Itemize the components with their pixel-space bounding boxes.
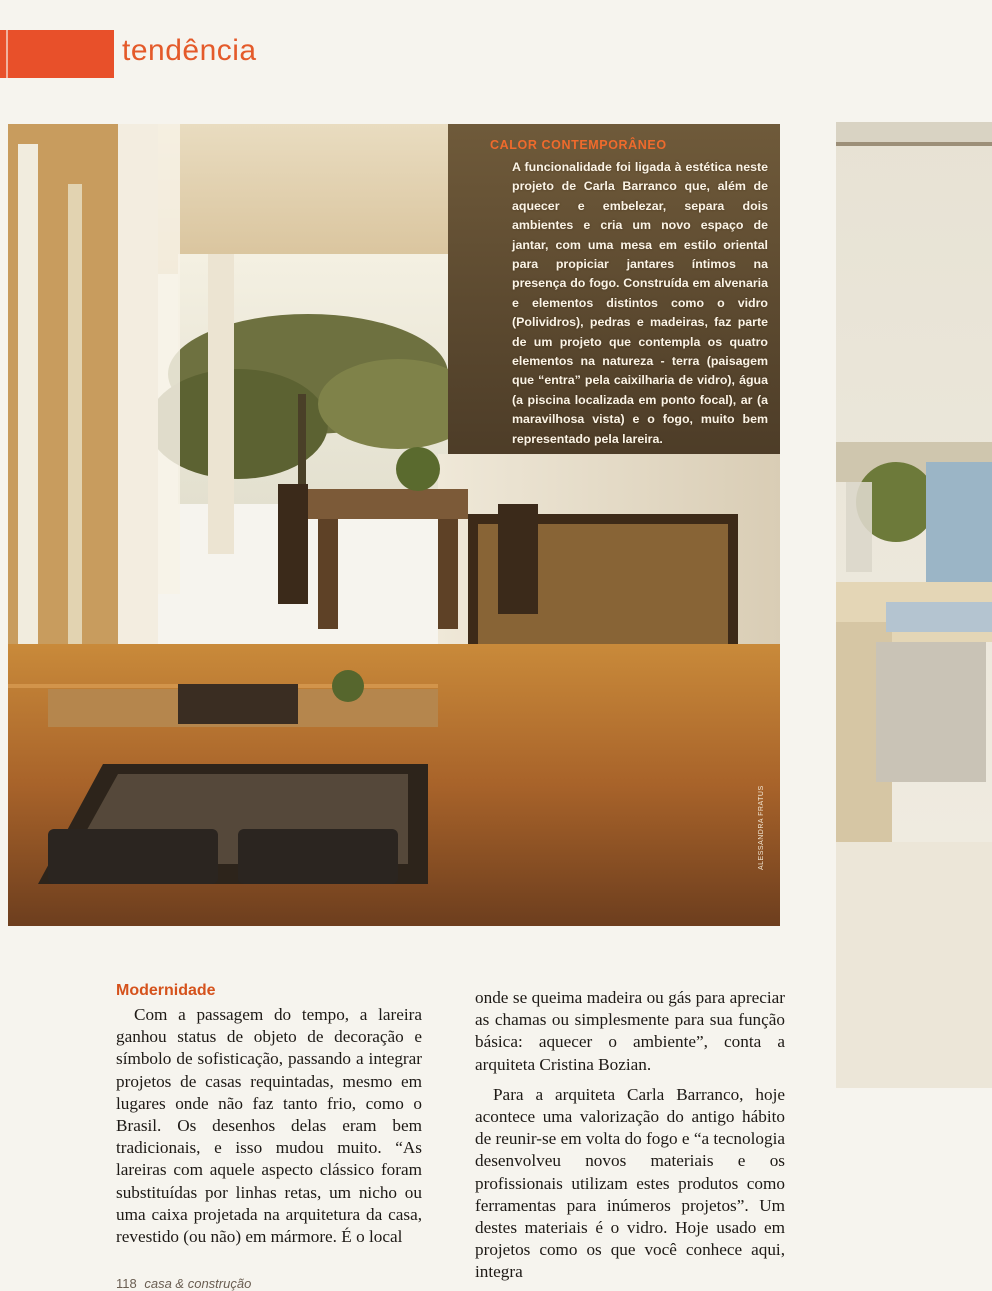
caption-body: A funcionalidade foi ligada à estética neste projeto de Carla Barranco que, além de aquecer e embelezar, separa dois ambientes e cria um novo espaço de jantar, com uma mesa em estilo oriental para propiciar jantares íntimos na presença do fogo. Construída em alvenaria e elementos distintos como o vidro (Polividros), pedras e madeiras, faz parte de um projeto que contempla os quatro elementos na natureza - terra (paisagem que “entra” pela caixilharia de vidro), água (a piscina localizada em ponto focal), ar (a maravilhosa vista) e o fogo, muito bem representado pela lareira. bbox=[512, 160, 768, 446]
section-color-bar bbox=[0, 30, 114, 78]
article-paragraph: onde se queima madeira ou gás para apreciar as chamas ou simplesmente para sua função básica: aquecer o ambiente”, conta a arquiteta Cristina Bozian. bbox=[475, 988, 785, 1074]
article-paragraph: Para a arquiteta Carla Barranco, hoje acontece uma valorização do antigo hábito de reunir-se em volta do fogo e “a tecnologia desenvolveu novos materiais e os profissionais utilizam estes produtos como ferramentas para inúmeros projetos”. Um destes materiais é o vidro. Hoje usado em projetos como os que você conhece aqui, integra bbox=[475, 1084, 785, 1282]
photo-credit: ALESSANDRA FRATUS bbox=[758, 785, 765, 870]
article-paragraph: Com a passagem do tempo, a lareira ganhou status de objeto de decoração e símbolo de sofisticação, passando a integrar projetos de casas requintadas, mesmo em lugares onde não faz tanto frio, como o Brasil. Os desenhos delas eram bem tradicionais, e isso mudou muito. “As lareiras com aquele aspecto clássico foram substituídas por linhas retas, um nicho ou uma caixa projetada na arquitetura da casa, revestido (ou não) em mármore. É o local bbox=[116, 1005, 422, 1247]
article-column-2 bbox=[475, 987, 785, 1284]
section-title: tendência bbox=[122, 34, 257, 67]
article-column-1 bbox=[116, 1004, 422, 1248]
side-photo bbox=[836, 122, 992, 1088]
photo-caption bbox=[476, 138, 768, 449]
terrace-table-photo bbox=[836, 122, 992, 1088]
page-number: 118 bbox=[116, 1276, 137, 1291]
caption-title: CALOR CONTEMPORÂNEO bbox=[490, 138, 667, 152]
magazine-name: casa & construção bbox=[144, 1276, 252, 1291]
article-subhead: Modernidade bbox=[116, 982, 216, 999]
